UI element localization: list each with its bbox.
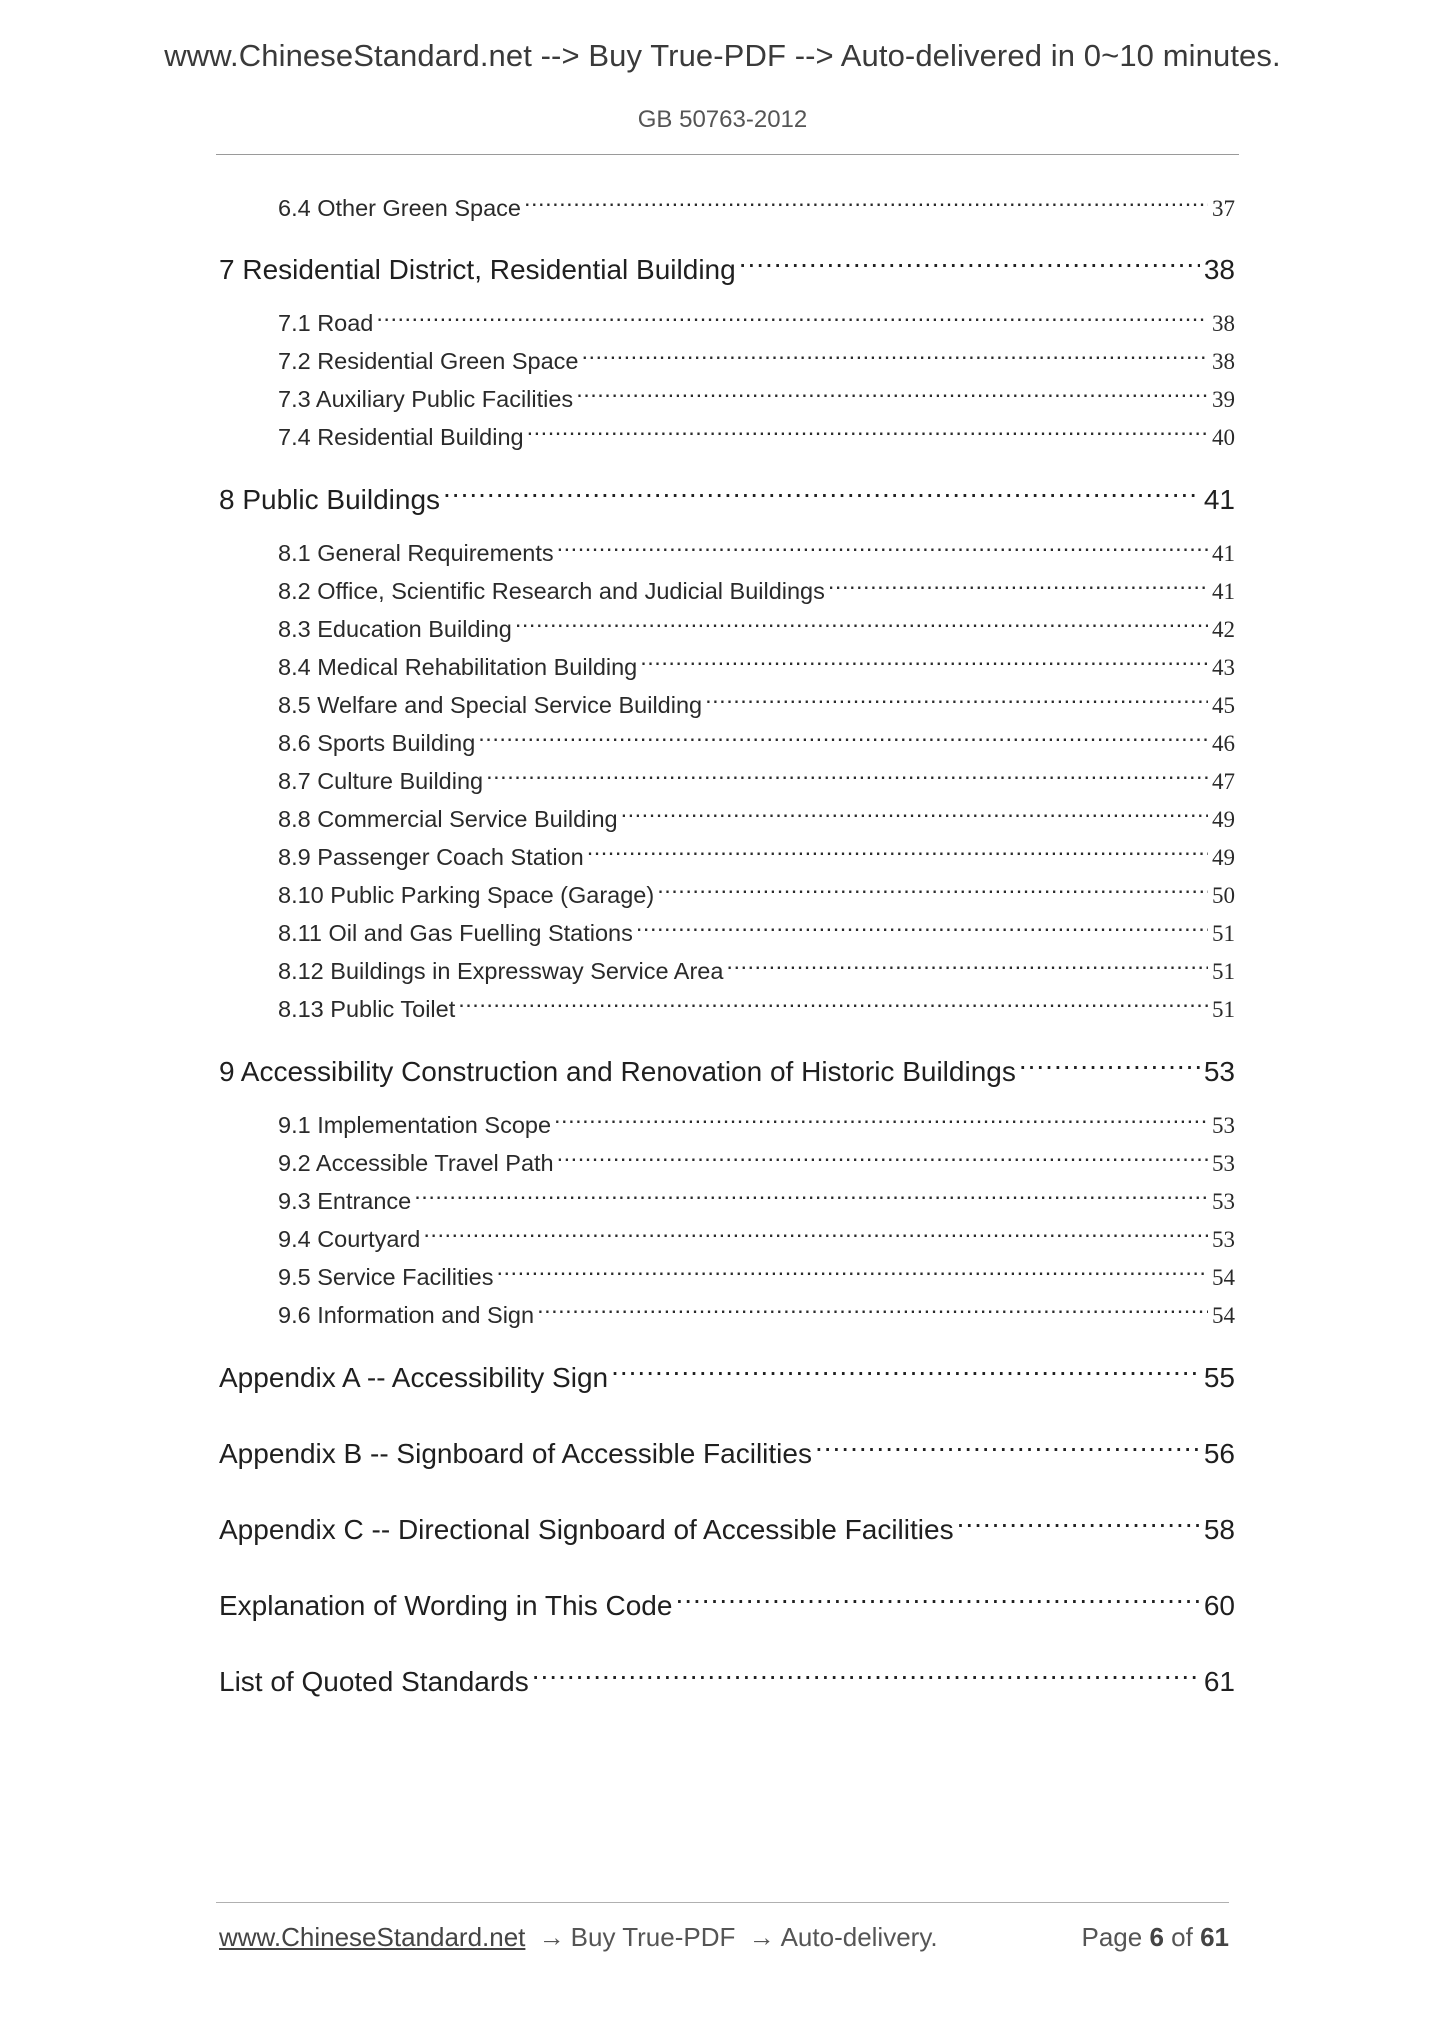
toc-dot-leader bbox=[587, 837, 1208, 865]
toc-entry-page: 38 bbox=[1203, 253, 1235, 285]
toc-entry-title: 8.9 Passenger Coach Station bbox=[278, 844, 584, 871]
toc-entry-page: 38 bbox=[1212, 349, 1235, 375]
toc-entry-page: 41 bbox=[1203, 483, 1235, 515]
toc-section-entry[interactable] bbox=[278, 875, 1235, 909]
toc-section-entry[interactable] bbox=[278, 951, 1235, 985]
toc-entry-page: 55 bbox=[1203, 1361, 1235, 1393]
page-of-label: of bbox=[1171, 1922, 1193, 1952]
toc-entry-title: 9.1 Implementation Scope bbox=[278, 1112, 552, 1139]
toc-section-entry[interactable] bbox=[278, 188, 1235, 222]
toc-dot-leader bbox=[576, 379, 1208, 407]
toc-chapter-entry[interactable] bbox=[219, 1429, 1235, 1470]
toc-entry-page: 53 bbox=[1212, 1151, 1235, 1177]
toc-entry-title: 8.7 Culture Building bbox=[278, 768, 484, 795]
toc-entry-title: 7.1 Road bbox=[278, 310, 374, 337]
toc-section-entry[interactable] bbox=[278, 1295, 1235, 1329]
toc-entry-title: 8.4 Medical Rehabilitation Building bbox=[278, 654, 638, 681]
toc-entry-page: 58 bbox=[1203, 1513, 1235, 1545]
toc-dot-leader bbox=[554, 1105, 1208, 1133]
footer-auto-text: Auto-delivery. bbox=[780, 1922, 938, 1952]
toc-entry-title: 8 Public Buildings bbox=[219, 483, 441, 515]
toc-entry-page: 50 bbox=[1212, 883, 1235, 909]
toc-dot-leader bbox=[423, 1219, 1208, 1247]
toc-section-entry[interactable] bbox=[278, 379, 1235, 413]
toc-chapter-entry[interactable] bbox=[219, 245, 1235, 286]
toc-entry-title: 9.4 Courtyard bbox=[278, 1226, 421, 1253]
toc-entry-title: 7 Residential District, Residential Building bbox=[219, 253, 736, 285]
toc-dot-leader bbox=[675, 1581, 1199, 1615]
toc-entry-title: 7.4 Residential Building bbox=[278, 424, 524, 451]
toc-entry-title: 9 Accessibility Construction and Renovation of Historic Buildings bbox=[219, 1055, 1016, 1087]
toc-entry-page: 54 bbox=[1212, 1265, 1235, 1291]
toc-dot-leader bbox=[739, 245, 1200, 279]
toc-entry-page: 51 bbox=[1212, 959, 1235, 985]
toc-entry-title: 8.2 Office, Scientific Research and Judicial Buildings bbox=[278, 578, 825, 605]
toc-section-entry[interactable] bbox=[278, 1257, 1235, 1291]
toc-entry-page: 51 bbox=[1212, 997, 1235, 1023]
toc-section-entry[interactable] bbox=[278, 1219, 1235, 1253]
page-label: Page bbox=[1081, 1922, 1143, 1952]
toc-dot-leader bbox=[537, 1295, 1208, 1323]
toc-dot-leader bbox=[497, 1257, 1209, 1285]
toc-chapter-entry[interactable] bbox=[219, 1353, 1235, 1394]
toc-dot-leader bbox=[557, 533, 1208, 561]
toc-dot-leader bbox=[611, 1353, 1200, 1387]
toc-entry-title: 9.3 Entrance bbox=[278, 1188, 412, 1215]
toc-entry-page: 56 bbox=[1203, 1437, 1235, 1469]
toc-entry-page: 49 bbox=[1212, 807, 1235, 833]
toc-dot-leader bbox=[527, 417, 1208, 445]
toc-chapter-entry[interactable] bbox=[219, 1047, 1235, 1088]
toc-entry-title: 9.6 Information and Sign bbox=[278, 1302, 535, 1329]
toc-entry-page: 60 bbox=[1203, 1589, 1235, 1621]
toc-entry-title: 6.4 Other Green Space bbox=[278, 195, 521, 222]
toc-section-entry[interactable] bbox=[278, 609, 1235, 643]
toc-dot-leader bbox=[828, 571, 1208, 599]
page-current: 6 bbox=[1149, 1922, 1164, 1952]
page-number bbox=[1081, 1922, 1229, 1953]
toc-section-entry[interactable] bbox=[278, 1105, 1235, 1139]
footer-buy-text: Buy True-PDF bbox=[570, 1922, 736, 1952]
toc-dot-leader bbox=[705, 685, 1208, 713]
toc-entry-page: 39 bbox=[1212, 387, 1235, 413]
toc-entry-page: 53 bbox=[1212, 1113, 1235, 1139]
toc-entry-title: List of Quoted Standards bbox=[219, 1665, 529, 1697]
toc-entry-title: Appendix A -- Accessibility Sign bbox=[219, 1361, 609, 1393]
toc-entry-page: 40 bbox=[1212, 425, 1235, 451]
toc-entry-page: 43 bbox=[1212, 655, 1235, 681]
toc-entry-title: 9.5 Service Facilities bbox=[278, 1264, 494, 1291]
toc-dot-leader bbox=[557, 1143, 1208, 1171]
toc-dot-leader bbox=[376, 303, 1208, 331]
toc-entry-page: 51 bbox=[1212, 921, 1235, 947]
toc-dot-leader bbox=[815, 1429, 1200, 1463]
toc-section-entry[interactable] bbox=[278, 303, 1235, 337]
toc-chapter-entry[interactable] bbox=[219, 1657, 1235, 1698]
toc-entry-page: 49 bbox=[1212, 845, 1235, 871]
toc-entry-title: 8.6 Sports Building bbox=[278, 730, 476, 757]
toc-entry-title: 8.5 Welfare and Special Service Building bbox=[278, 692, 703, 719]
toc-section-entry[interactable] bbox=[278, 799, 1235, 833]
toc-entry-title: 7.2 Residential Green Space bbox=[278, 348, 579, 375]
toc-section-entry[interactable] bbox=[278, 1143, 1235, 1177]
toc-entry-page: 53 bbox=[1203, 1055, 1235, 1087]
toc-section-entry[interactable] bbox=[278, 913, 1235, 947]
document-id: GB 50763-2012 bbox=[637, 106, 808, 133]
toc-section-entry[interactable] bbox=[278, 647, 1235, 681]
toc-section-entry[interactable] bbox=[278, 837, 1235, 871]
toc-entry-title: Appendix C -- Directional Signboard of Accessible Facilities bbox=[219, 1513, 954, 1545]
toc-section-entry[interactable] bbox=[278, 341, 1235, 375]
toc-entry-page: 46 bbox=[1212, 731, 1235, 757]
toc-dot-leader bbox=[414, 1181, 1208, 1209]
toc-section-entry[interactable] bbox=[278, 723, 1235, 757]
toc-dot-leader bbox=[640, 647, 1208, 675]
toc-entry-title: Explanation of Wording in This Code bbox=[219, 1589, 673, 1621]
toc-dot-leader bbox=[957, 1505, 1200, 1539]
toc-section-entry[interactable] bbox=[278, 989, 1235, 1023]
toc-dot-leader bbox=[636, 913, 1208, 941]
toc-entry-page: 41 bbox=[1212, 541, 1235, 567]
arrow-right-icon: → bbox=[538, 1922, 565, 1952]
toc-dot-leader bbox=[478, 723, 1208, 751]
toc-dot-leader bbox=[726, 951, 1208, 979]
toc-entry-page: 47 bbox=[1212, 769, 1235, 795]
toc-chapter-entry[interactable] bbox=[219, 1581, 1235, 1622]
toc-entry-title: 8.12 Buildings in Expressway Service Area bbox=[278, 958, 724, 985]
arrow-right-icon: → bbox=[748, 1922, 775, 1952]
toc-section-entry[interactable] bbox=[278, 533, 1235, 567]
toc-entry-title: 8.13 Public Toilet bbox=[278, 996, 456, 1023]
toc-entry-page: 53 bbox=[1212, 1189, 1235, 1215]
toc-dot-leader bbox=[657, 875, 1208, 903]
toc-section-entry[interactable] bbox=[278, 417, 1235, 451]
toc-entry-page: 41 bbox=[1212, 579, 1235, 605]
toc-entry-page: 54 bbox=[1212, 1303, 1235, 1329]
toc-dot-leader bbox=[443, 475, 1200, 509]
toc-section-entry[interactable] bbox=[278, 685, 1235, 719]
toc-dot-leader bbox=[581, 341, 1208, 369]
toc-entry-page: 45 bbox=[1212, 693, 1235, 719]
toc-dot-leader bbox=[1019, 1047, 1200, 1081]
toc-dot-leader bbox=[524, 188, 1208, 216]
toc-entry-title: Appendix B -- Signboard of Accessible Facilities bbox=[219, 1437, 812, 1469]
header-banner: www.ChineseStandard.net --> Buy True-PDF --> Auto-delivered in 0~10 minutes. bbox=[164, 38, 1281, 73]
toc-entry-page: 37 bbox=[1212, 196, 1235, 222]
toc-dot-leader bbox=[532, 1657, 1200, 1691]
page-total: 61 bbox=[1200, 1922, 1229, 1952]
toc-entry-title: 7.3 Auxiliary Public Facilities bbox=[278, 386, 574, 413]
toc-section-entry[interactable] bbox=[278, 1181, 1235, 1215]
toc-entry-title: 8.3 Education Building bbox=[278, 616, 512, 643]
toc-dot-leader bbox=[621, 799, 1208, 827]
footer-site-link[interactable]: www.ChineseStandard.net bbox=[219, 1922, 526, 1952]
toc-chapter-entry[interactable] bbox=[219, 1505, 1235, 1546]
toc-entry-title: 8.8 Commercial Service Building bbox=[278, 806, 618, 833]
toc-entry-title: 8.11 Oil and Gas Fuelling Stations bbox=[278, 920, 633, 947]
toc-chapter-entry[interactable] bbox=[219, 475, 1235, 516]
toc-entry-title: 9.2 Accessible Travel Path bbox=[278, 1150, 554, 1177]
toc-entry-title: 8.1 General Requirements bbox=[278, 540, 554, 567]
toc-entry-page: 53 bbox=[1212, 1227, 1235, 1253]
toc-entry-page: 42 bbox=[1212, 617, 1235, 643]
toc-section-entry[interactable] bbox=[278, 571, 1235, 605]
toc-entry-page: 38 bbox=[1212, 311, 1235, 337]
toc-entry-page: 61 bbox=[1203, 1665, 1235, 1697]
toc-dot-leader bbox=[486, 761, 1208, 789]
toc-entry-title: 8.10 Public Parking Space (Garage) bbox=[278, 882, 655, 909]
footer-promo bbox=[219, 1922, 938, 1953]
footer-divider bbox=[216, 1902, 1229, 1903]
toc-section-entry[interactable] bbox=[278, 761, 1235, 795]
toc-dot-leader bbox=[515, 609, 1208, 637]
toc-dot-leader bbox=[458, 989, 1208, 1017]
